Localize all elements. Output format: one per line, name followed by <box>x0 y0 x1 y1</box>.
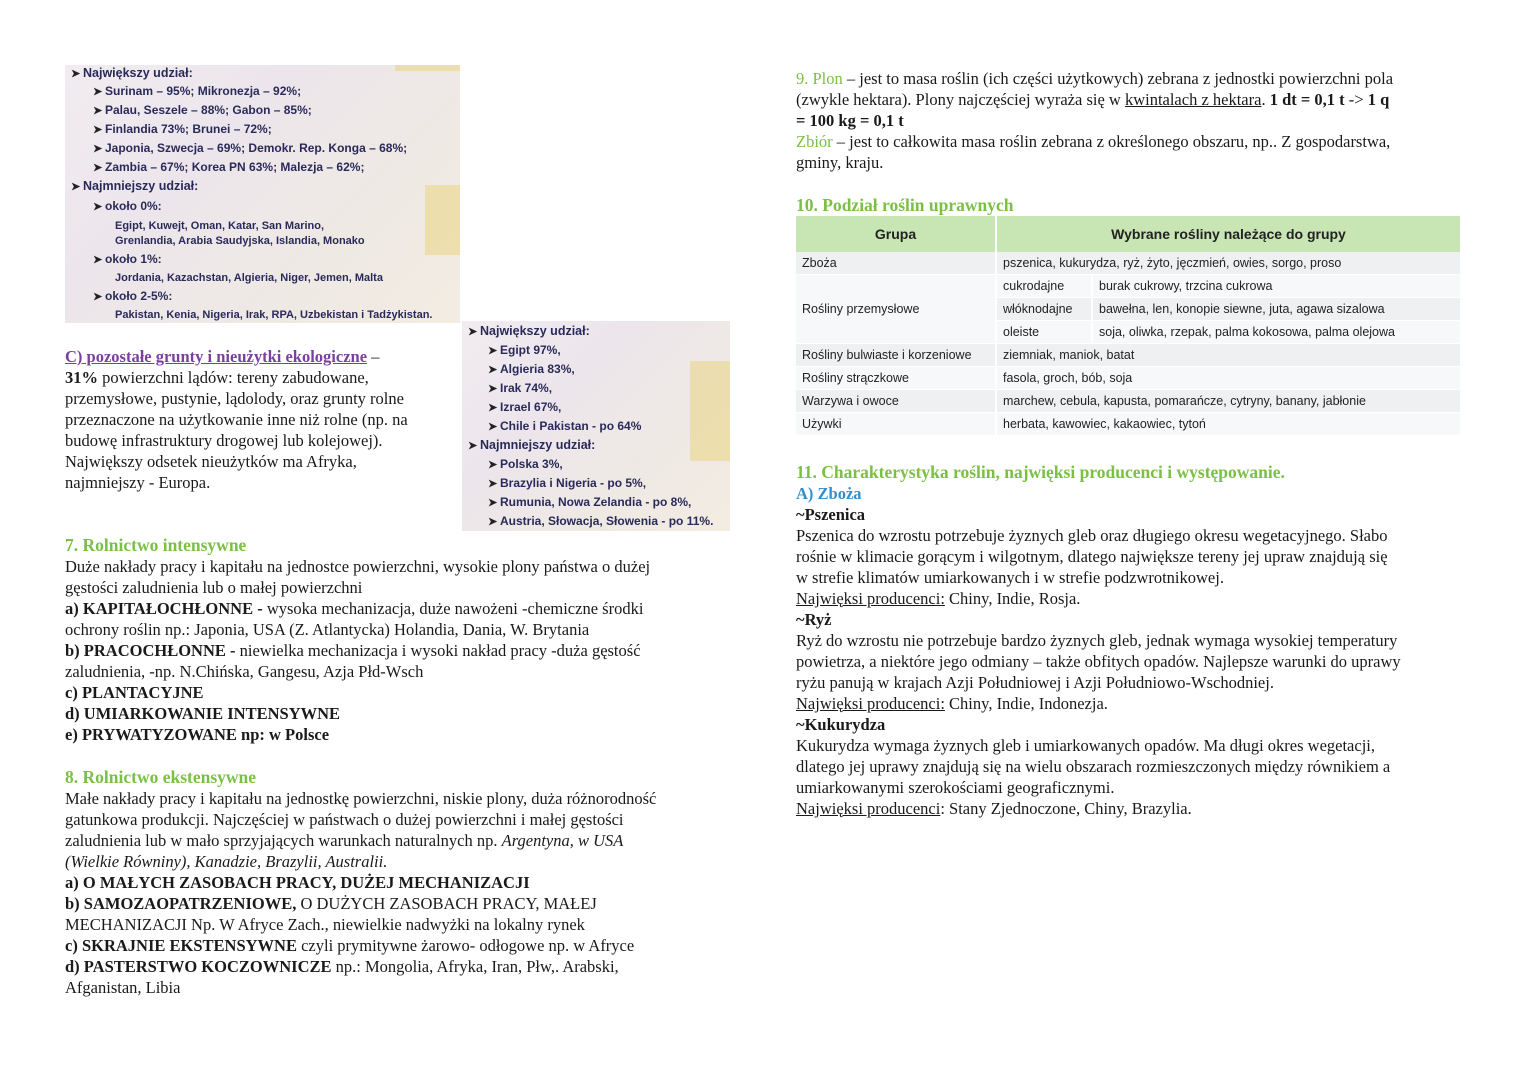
section-c-text: przemysłowe, pustynie, lądolody, oraz grunty rolne <box>65 389 404 408</box>
section-7-text: ochrony roślin np.: Japonia, USA (Z. Atlantycka) Holandia, Dania, W. Brytania <box>65 620 590 639</box>
section-8-text: zaludnienia lub w mało sprzyjających warunkach naturalnych np. Argentyna, w USA <box>65 831 624 850</box>
section-9-text: = 100 kg = 0,1 t <box>796 111 904 130</box>
section-8-item-d: d) PASTERSTWO KOCZOWNICZE np.: Mongolia, Afryka, Iran, Płw,. Arabski, <box>65 957 619 976</box>
section-c-dash: – <box>367 347 380 366</box>
table-cell: ziemniak, maniok, batat <box>996 344 1461 367</box>
irrigation-share-box-largest <box>65 65 460 323</box>
list-item-detail: Pakistan, Kenia, Nigeria, Irak, RPA, Uzbekistan i Tadżykistan. <box>115 309 433 321</box>
wheat-text: rośnie w klimacie gorącym i wilgotnym, dlatego największe tereny jej upraw znajdują się <box>796 547 1388 566</box>
section-8-text: MECHANIZACJI Np. W Afryce Zach., niewielkie nadwyżki na lokalny rynek <box>65 915 585 934</box>
section-7-item-b: b) PRACOCHŁONNE - niewielka mechanizacja i wysoki nakład pracy -duża gęstość <box>65 641 641 660</box>
section-c-percent: 31% <box>65 368 98 387</box>
section-8-text: Afganistan, Libia <box>65 978 181 997</box>
section-11 <box>796 461 1486 819</box>
table-cell: oleiste <box>996 321 1092 344</box>
wheat-text: w strefie klimatów umiarkowanych i w strefie podzwrotnikowej. <box>796 568 1224 587</box>
section-c-text: przeznaczone na użytkowanie inne niż rolne (np. na <box>65 410 408 429</box>
corn-text: Kukurydza wymaga żyznych gleb i umiarkowanych opadów. Ma długi okres wegetacji, <box>796 736 1375 755</box>
section-8-item-a: a) O MAŁYCH ZASOBACH PRACY, DUŻEJ MECHANIZACJI <box>65 873 530 892</box>
irrigation-share-box-second <box>462 321 730 531</box>
section-8-text: (Wielkie Równiny), Kanadzie, Brazylii, Australii. <box>65 852 388 871</box>
list-item: ➤ Austria, Słowacja, Słowenia - po 11%. <box>488 514 714 528</box>
section-7-item-d: d) UMIARKOWANIE INTENSYWNE <box>65 704 341 723</box>
list-item: ➤ Irak 74%, <box>488 381 553 395</box>
section-9-title: 9. Plon <box>796 69 843 88</box>
corn-text: umiarkowanymi szerokościami geograficznymi. <box>796 778 1115 797</box>
corn-text: dlatego jej uprawy znajdują się na wielu obszarach rozmieszczonych między równikiem a <box>796 757 1391 776</box>
section-11-subtitle: A) Zboża <box>796 484 862 503</box>
table-row <box>796 275 1461 298</box>
section-11-title: 11. Charakterystyka roślin, najwięksi producenci i występowanie. <box>796 462 1285 482</box>
section-c-title: C) pozostałe grunty i nieużytki ekologiczne <box>65 347 368 366</box>
list-item: ➤ około 2-5%: <box>93 289 173 303</box>
list-item: ➤ Chile i Pakistan - po 64% <box>488 419 642 433</box>
section-10-title: 10. Podział roślin uprawnych <box>796 195 1014 215</box>
table-cell: włóknodajne <box>996 298 1092 321</box>
list-item: ➤ Algieria 83%, <box>488 362 575 376</box>
section-8-text: Małe nakłady pracy i kapitału na jednostkę powierzchni, niskie plony, duża różnorodność <box>65 789 657 808</box>
table-cell: Rośliny przemysłowe <box>796 275 996 344</box>
section-7-text: gęstości zaludnienia lub o małej powierzchni <box>65 578 363 597</box>
corn-heading: ~Kukurydza <box>796 715 886 734</box>
list-item-detail: Jordania, Kazachstan, Algieria, Niger, Jemen, Malta <box>115 272 383 284</box>
table-header-crops: Wybrane rośliny należące do grupy <box>996 216 1461 252</box>
wheat-text: Pszenica do wzrostu potrzebuje żyznych gleb oraz długiego okresu wegetacyjnego. Słabo <box>796 526 1388 545</box>
table-cell: Używki <box>796 413 996 436</box>
list-item: ➤ Izrael 67%, <box>488 400 562 414</box>
rice-text: Ryż do wzrostu nie potrzebuje bardzo żyznych gleb, jednak wymaga wysokiej temperatury <box>796 631 1398 650</box>
list-item: ➤ Brazylia i Nigeria - po 5%, <box>488 476 647 490</box>
table-row <box>796 344 1461 367</box>
section-7-text: Duże nakłady pracy i kapitału na jednostce powierzchni, wysokie plony państwa o dużej <box>65 557 651 576</box>
table-cell: Rośliny bulwiaste i korzeniowe <box>796 344 996 367</box>
box1-heading-smallest: ➤ Najmniejszy udział: <box>71 179 199 193</box>
section-9-line2: (zwykle hektara). Plony najczęściej wyraża się w kwintalach z hektara. 1 dt = 0,1 t -> 1 q <box>796 90 1390 109</box>
section-8-title: 8. Rolnictwo ekstensywne <box>65 767 257 787</box>
crop-groups-table <box>796 216 1462 436</box>
table-row <box>796 390 1461 413</box>
section-c-text: Największy odsetek nieużytków ma Afryka, <box>65 452 357 471</box>
table-cell: cukrodajne <box>996 275 1092 298</box>
table-cell: herbata, kawowiec, kakaowiec, tytoń <box>996 413 1461 436</box>
rice-heading: ~Ryż <box>796 610 832 629</box>
table-cell: Warzywa i owoce <box>796 390 996 413</box>
table-header-group: Grupa <box>796 216 996 252</box>
list-item: ➤ Japonia, Szwecja – 69%; Demokr. Rep. Konga – 68%; <box>93 141 408 155</box>
list-item: ➤ Polska 3%, <box>488 457 563 471</box>
section-c-line1 <box>65 346 460 367</box>
table-row <box>796 252 1461 275</box>
table-cell: bawełna, len, konopie siewne, juta, agawa sizalowa <box>1092 298 1461 321</box>
section-9-zbior: Zbiór – jest to całkowita masa roślin zebrana z określonego obszaru, np.. Z gospodarstwa, <box>796 132 1391 151</box>
table-cell: fasola, groch, bób, soja <box>996 367 1461 390</box>
section-7-item-a: a) KAPITAŁOCHŁONNE - wysoka mechanizacja, duże nawożeni -chemiczne środki <box>65 599 644 618</box>
section-8-item-b: b) SAMOZAOPATRZENIOWE, O DUŻYCH ZASOBACH PRACY, MAŁEJ <box>65 894 597 913</box>
wheat-heading: ~Pszenica <box>796 505 866 524</box>
section-8-text: gatunkowa produkcji. Najczęściej w państwach o dużej powierzchni i małej gęstości <box>65 810 624 829</box>
list-item: ➤ około 1%: <box>93 252 162 266</box>
table-cell: burak cukrowy, trzcina cukrowa <box>1092 275 1461 298</box>
rice-producers: Najwięksi producenci: Chiny, Indie, Indonezja. <box>796 694 1108 713</box>
list-item: ➤ Egipt 97%, <box>488 343 561 357</box>
section-7-text: zaludnienia, -np. N.Chińska, Gangesu, Azja Płd-Wsch <box>65 662 424 681</box>
wheat-producers: Najwięksi producenci: Chiny, Indie, Rosja. <box>796 589 1081 608</box>
list-item: ➤ Rumunia, Nowa Zelandia - po 8%, <box>488 495 692 509</box>
corn-producers: Najwięksi producenci: Stany Zjednoczone, Chiny, Brazylia. <box>796 799 1192 818</box>
section-9-line1: 9. Plon – jest to masa roślin (ich części użytkowych) zebrana z jednostki powierzchni pola <box>796 69 1394 88</box>
table-row <box>796 367 1461 390</box>
table-cell: soja, oliwka, rzepak, palma kokosowa, palma olejowa <box>1092 321 1461 344</box>
table-cell: pszenica, kukurydza, ryż, żyto, jęczmień, owies, sorgo, proso <box>996 252 1461 275</box>
section-9 <box>796 68 1476 173</box>
section-c-text: budowę infrastruktury drogowej lub kolejowej). <box>65 431 383 450</box>
list-item: ➤ około 0%: <box>93 199 162 213</box>
section-8 <box>65 767 755 998</box>
list-item: ➤ Finlandia 73%; Brunei – 72%; <box>93 122 272 136</box>
box2-heading-smallest: ➤ Najmniejszy udział: <box>468 438 596 452</box>
table-cell: Zboża <box>796 252 996 275</box>
section-9-text: gminy, kraju. <box>796 153 884 172</box>
section-7-item-c: c) PLANTACYJNE <box>65 683 204 702</box>
section-7-title: 7. Rolnictwo intensywne <box>65 535 247 555</box>
section-c-text: powierzchni lądów: tereny zabudowane, <box>98 368 369 387</box>
section-7-item-e: e) PRYWATYZOWANE np: w Polsce <box>65 725 330 744</box>
rice-text: powietrza, a niektóre jego odmiany – także obfitych opadów. Najlepsze warunki do uprawy <box>796 652 1401 671</box>
table-row <box>796 413 1461 436</box>
list-item-detail: Grenlandia, Arabia Saudyjska, Islandia, Monako <box>115 235 365 247</box>
section-8-item-c: c) SKRAJNIE EKSTENSYWNE czyli prymitywne żarowo- odłogowe np. w Afryce <box>65 936 635 955</box>
table-cell: marchew, cebula, kapusta, pomarańcze, cytryny, banany, jabłonie <box>996 390 1461 413</box>
box1-heading-largest: ➤ Największy udział: <box>71 66 193 80</box>
list-item: ➤ Surinam – 95%; Mikronezja – 92%; <box>93 84 302 98</box>
table-header-row <box>796 216 1461 252</box>
list-item-detail: Egipt, Kuwejt, Oman, Katar, San Marino, <box>115 220 325 232</box>
rice-text: ryżu panują w krajach Azji Południowej i Azji Południowo-Wschodniej. <box>796 673 1274 692</box>
box2-heading-largest: ➤ Największy udział: <box>468 324 590 338</box>
list-item: ➤ Zambia – 67%; Korea PN 63%; Malezja – 62%; <box>93 160 365 174</box>
section-c <box>65 346 460 493</box>
section-c-text: najmniejszy - Europa. <box>65 473 211 492</box>
list-item: ➤ Palau, Seszele – 88%; Gabon – 85%; <box>93 103 312 117</box>
table-cell: Rośliny strączkowe <box>796 367 996 390</box>
section-7 <box>65 535 755 745</box>
section-c-line2 <box>65 367 460 388</box>
